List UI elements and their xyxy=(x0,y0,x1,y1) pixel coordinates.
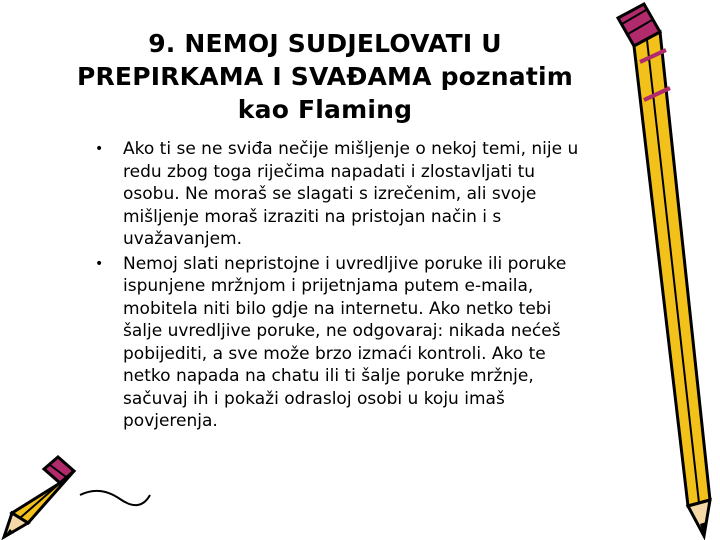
title-line-2: PREPIRKAMA I SVAĐAMA poznatim xyxy=(76,61,574,91)
bullet-text: Ako ti se ne sviđa nečije mišljenje o nekoj temi, nije u redu zbog toga riječima napadati i zlostavljati tu osobu. Ne moraš se slagati s izrečenim, ali svoje mišljenje moraš izraziti na pristojan način i s uvažavanjem. xyxy=(123,139,579,249)
title-line-3: kao Flaming xyxy=(237,94,413,124)
title-line-1: 9. NEMOJ SUDJELOVATI U xyxy=(148,28,502,58)
bullet-text: Nemoj slati nepristojne i uvredljive poruke ili poruke ispunjene mržnjom i prijetnjama putem e-maila, mobitela niti bilo gdje na internetu. Ako netko tebi šalje uvredljive poruke, ne odgovaraj: nikada nećeš pobijediti, a sve može brzo izmaći kontroli. Ako te netko napada na chatu ili ti šalje poruke mržnje, sačuvaj ih i pokaži odrasloj osobi u koju imaš povjerenja. xyxy=(123,253,567,431)
bullet-item xyxy=(95,253,585,433)
bullet-item xyxy=(95,138,585,251)
bullet-marker: • xyxy=(95,255,104,272)
bullet-list xyxy=(95,138,585,435)
bullet-marker: • xyxy=(95,141,104,157)
pencil-icon xyxy=(0,455,160,540)
pencil-icon xyxy=(592,0,720,540)
slide-title xyxy=(60,27,590,126)
